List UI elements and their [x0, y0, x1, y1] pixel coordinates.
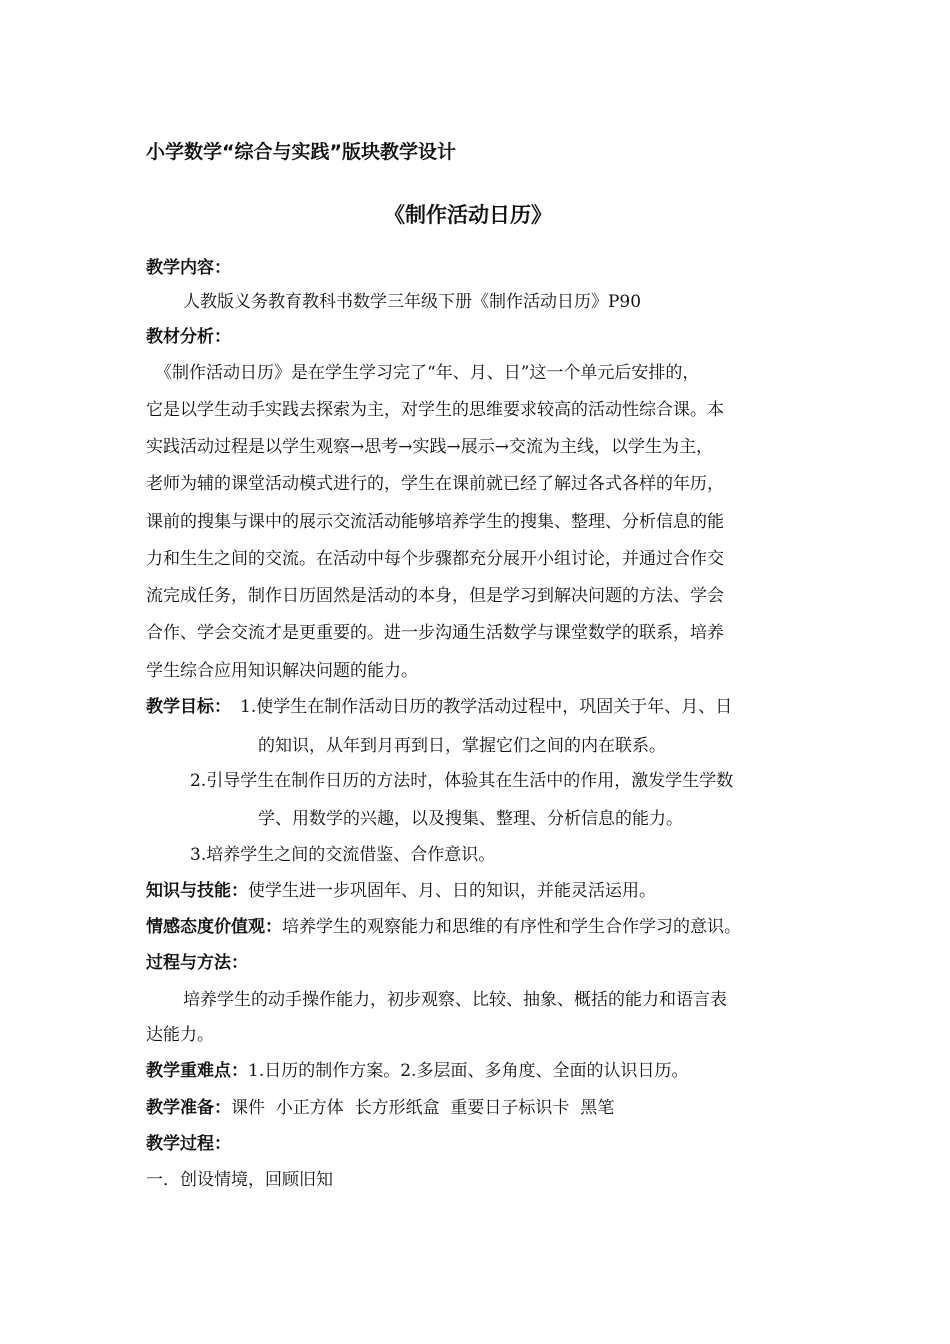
emotion-text: 培养学生的观察能力和思维的有序性和学生合作学习的意识。 — [282, 917, 741, 937]
analysis-line: 课前的搜集与课中的展示交流活动能够培养学生的搜集、整理、分析信息的能 — [146, 512, 724, 532]
analysis-line: 它是以学生动手实践去探索为主，对学生的思维要求较高的活动性综合课。本 — [146, 400, 724, 420]
goal-1-line-1: 1.使学生在制作活动日历的教学活动过程中，巩固关于年、月、日 — [240, 697, 733, 717]
content-text: 人教版义务教育教科书数学三年级下册《制作活动日历》P90 — [183, 292, 642, 312]
goal-1-line-2: 的知识，从年到月再到日，掌握它们之间的内在联系。 — [258, 736, 666, 756]
analysis-heading: 教材分析： — [146, 327, 231, 347]
goal-3: 3.培养学生之间的交流借鉴、合作意识。 — [190, 845, 496, 865]
emotion-row — [146, 915, 741, 939]
emotion-heading: 情感态度价值观： — [146, 917, 282, 937]
goals-heading: 教学目标： — [146, 697, 231, 717]
knowledge-text: 使学生进一步巩固年、月、日的知识，并能灵活运用。 — [248, 881, 656, 901]
knowledge-heading: 知识与技能： — [146, 881, 248, 901]
lesson-title: 《制作活动日历》 — [384, 203, 552, 227]
knowledge-row — [146, 879, 656, 903]
prep-row — [146, 1096, 614, 1120]
process-heading: 过程与方法： — [146, 953, 248, 973]
keypoints-row — [146, 1059, 688, 1083]
process-line-1: 培养学生的动手操作能力，初步观察、比较、抽象、概括的能力和语言表 — [183, 990, 727, 1010]
prep-heading: 教学准备： — [146, 1098, 231, 1118]
analysis-line: 《制作活动日历》是在学生学习完了“年、月、日”这一个单元后安排的， — [155, 363, 700, 383]
procedure-heading: 教学过程： — [146, 1134, 231, 1154]
goal-2-line-1: 2.引导学生在制作日历的方法时，体验其在生活中的作用，激发学生学数 — [190, 771, 734, 791]
analysis-line: 学生综合应用知识解决问题的能力。 — [146, 661, 418, 681]
analysis-line: 老师为辅的课堂活动模式进行的，学生在课前就已经了解过各式各样的年历， — [146, 474, 724, 494]
goal-2-line-2: 学、用数学的兴趣，以及搜集、整理、分析信息的能力。 — [258, 809, 683, 829]
analysis-line: 力和生生之间的交流。在活动中每个步骤都充分展开小组讨论，并通过合作交 — [146, 549, 724, 569]
keypoints-text: 1.日历的制作方案。2.多层面、多角度、全面的认识日历。 — [248, 1061, 689, 1081]
keypoints-heading: 教学重难点： — [146, 1061, 248, 1081]
process-line-2: 达能力。 — [146, 1025, 214, 1045]
analysis-line: 流完成任务，制作日历固然是活动的本身，但是学习到解决问题的方法、学会 — [146, 586, 724, 606]
document-title: 小学数学“综合与实践”版块教学设计 — [146, 141, 456, 163]
section-1-heading: 一．创设情境，回顾旧知 — [146, 1170, 333, 1190]
analysis-line: 合作、学会交流才是更重要的。进一步沟通生活数学与课堂数学的联系，培养 — [146, 623, 724, 643]
content-heading: 教学内容： — [146, 258, 231, 278]
prep-text: 课件 小正方体 长方形纸盒 重要日子标识卡 黑笔 — [231, 1098, 615, 1118]
analysis-line: 实践活动过程是以学生观察→思考→实践→展示→交流为主线，以学生为主， — [146, 437, 713, 457]
